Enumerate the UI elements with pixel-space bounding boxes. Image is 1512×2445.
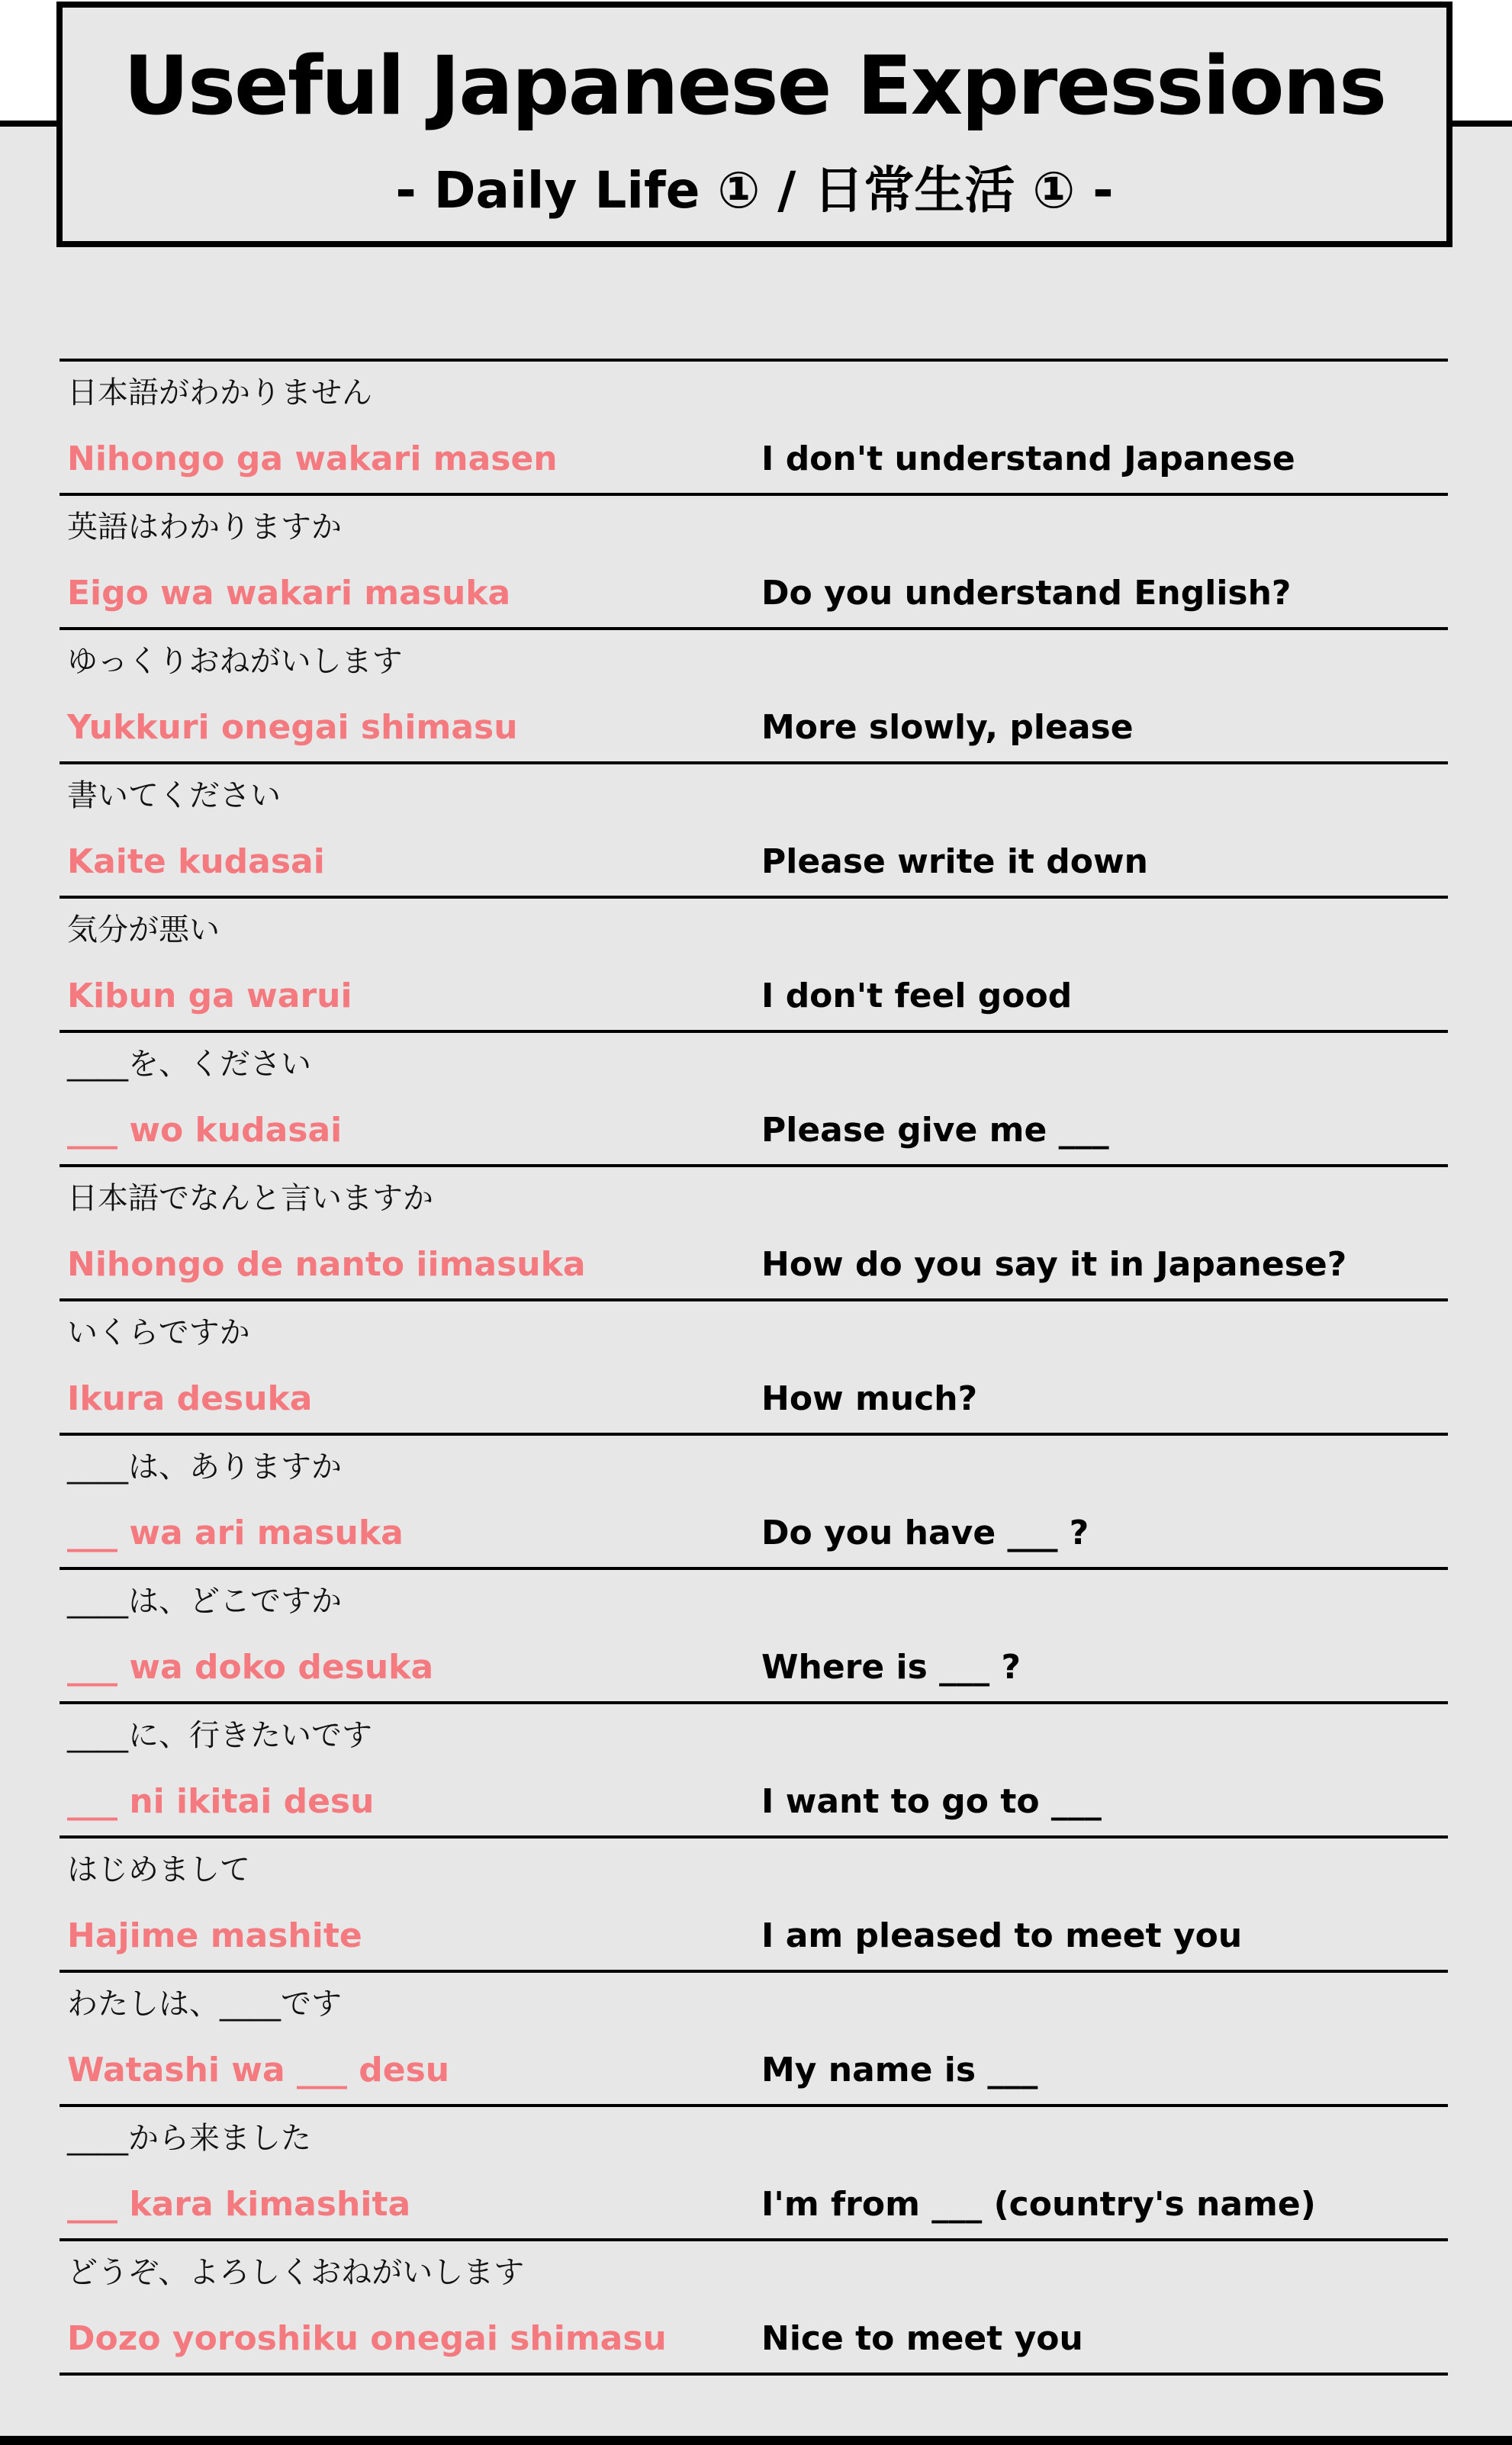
english-text: Where is ___ ? <box>761 1648 1021 1687</box>
expression-row <box>60 1033 1448 1167</box>
japanese-text: 日本語でなんと言いますか <box>67 1181 433 1216</box>
expression-row <box>60 764 1448 899</box>
romaji-text: ___ kara kimashita <box>67 2185 411 2224</box>
expression-row <box>60 1570 1448 1704</box>
romaji-text: ___ wa doko desuka <box>67 1648 434 1687</box>
expression-row <box>60 899 1448 1033</box>
romaji-text: Eigo wa wakari masuka <box>67 574 511 613</box>
expression-row <box>60 496 1448 630</box>
english-text: Do you understand English? <box>761 574 1292 613</box>
english-text: I am pleased to meet you <box>761 1916 1243 1955</box>
expression-row <box>60 630 1448 764</box>
romaji-text: Nihongo ga wakari masen <box>67 439 558 478</box>
japanese-text: 書いてください <box>67 778 281 813</box>
romaji-text: Watashi wa ___ desu <box>67 2051 450 2090</box>
japanese-text: わたしは、____です <box>67 1987 342 2022</box>
japanese-text: ____に、行きたいです <box>67 1718 372 1753</box>
expression-row <box>60 362 1448 496</box>
japanese-text: いくらですか <box>67 1315 250 1350</box>
expression-row <box>60 2107 1448 2241</box>
japanese-text: ____は、どこですか <box>67 1584 342 1619</box>
english-text: My name is ___ <box>761 2051 1038 2090</box>
english-text: How much? <box>761 1379 978 1418</box>
expression-list <box>60 359 1448 2376</box>
romaji-text: ___ ni ikitai desu <box>67 1782 375 1821</box>
japanese-text: 日本語がわかりません <box>67 375 372 410</box>
japanese-text: はじめまして <box>67 1852 250 1887</box>
expression-row <box>60 1167 1448 1301</box>
japanese-text: ゆっくりおねがいします <box>67 644 403 679</box>
expression-row <box>60 1973 1448 2107</box>
romaji-text: Nihongo de nanto iimasuka <box>67 1245 586 1284</box>
japanese-text: 英語はわかりますか <box>67 510 342 545</box>
expression-row <box>60 2241 1448 2376</box>
japanese-text: ____を、ください <box>67 1047 311 1082</box>
english-text: I don't understand Japanese <box>761 439 1295 478</box>
english-text: I'm from ___ (country's name) <box>761 2185 1316 2224</box>
english-text: Please give me ___ <box>761 1111 1109 1150</box>
english-text: I don't feel good <box>761 976 1073 1015</box>
japanese-text: 気分が悪い <box>67 912 220 947</box>
english-text: Nice to meet you <box>761 2319 1083 2358</box>
english-text: More slowly, please <box>761 708 1134 747</box>
romaji-text: Kibun ga warui <box>67 976 352 1015</box>
romaji-text: Dozo yoroshiku onegai shimasu <box>67 2319 667 2358</box>
expression-row <box>60 1301 1448 1436</box>
title-box <box>56 2 1452 247</box>
english-text: Do you have ___ ? <box>761 1514 1089 1552</box>
romaji-text: Hajime mashite <box>67 1916 362 1955</box>
english-text: I want to go to ___ <box>761 1782 1102 1821</box>
page-title: Useful Japanese Expressions <box>123 39 1386 133</box>
japanese-text: ____は、ありますか <box>67 1449 342 1485</box>
expression-row <box>60 1436 1448 1570</box>
romaji-text: Ikura desuka <box>67 1379 313 1418</box>
japanese-text: ____から来ました <box>67 2121 311 2156</box>
japanese-text: どうぞ、よろしくおねがいします <box>67 2255 525 2290</box>
expression-row <box>60 1704 1448 1839</box>
english-text: How do you say it in Japanese? <box>761 1245 1347 1284</box>
english-text: Please write it down <box>761 842 1148 881</box>
romaji-text: ___ wo kudasai <box>67 1111 343 1150</box>
romaji-text: Yukkuri onegai shimasu <box>67 708 518 747</box>
page-subtitle: - Daily Life ① / 日常生活 ① - <box>395 161 1114 220</box>
romaji-text: ___ wa ari masuka <box>67 1514 404 1552</box>
expression-row <box>60 1839 1448 1973</box>
romaji-text: Kaite kudasai <box>67 842 325 881</box>
